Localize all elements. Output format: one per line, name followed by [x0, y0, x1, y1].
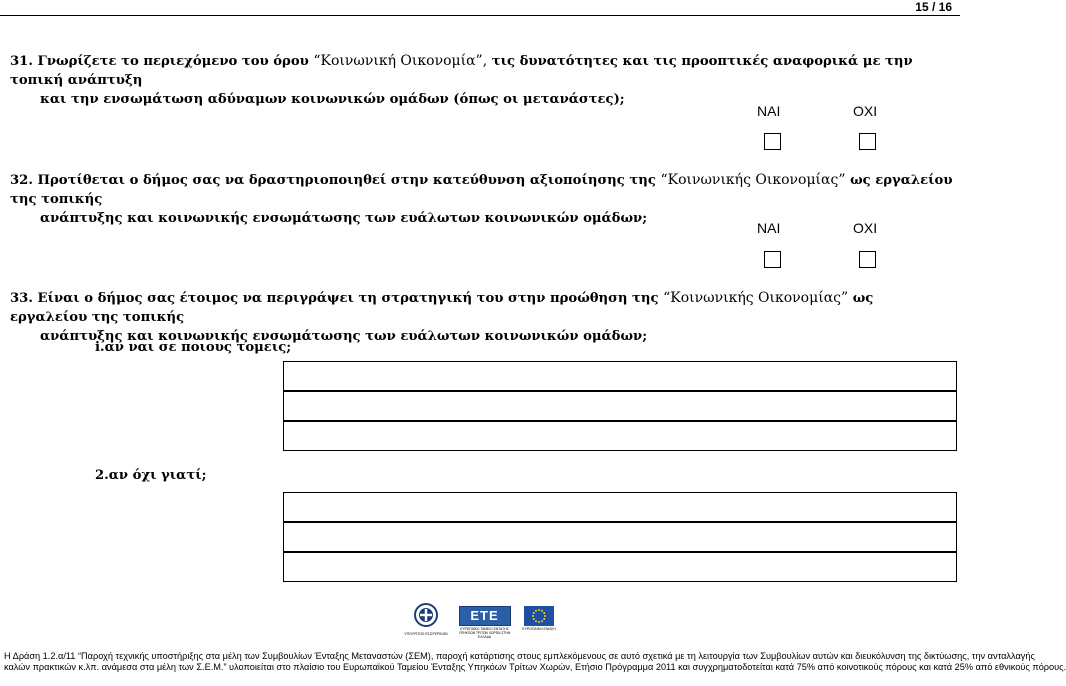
eu-flag-icon	[524, 606, 554, 626]
question-31	[10, 52, 955, 109]
answer-field-2-2[interactable]	[283, 522, 957, 552]
question-32-term: “Κοινωνικής Οικονομίας”	[660, 172, 846, 188]
ministry-caption: ΥΠΟΥΡΓΕΙΟ ΕΣΩΤΕΡΙΚΩΝ	[404, 632, 448, 636]
question-31-text-a: Γνωρίζετε το περιεχόμενο του όρου	[37, 54, 309, 69]
q32-no-checkbox[interactable]	[859, 251, 876, 268]
ete-logo-mark: ΕΤΕ	[459, 606, 511, 626]
q31-yes-label: ΝΑΙ	[757, 103, 781, 119]
eu-logo	[522, 606, 556, 631]
greek-emblem-icon	[400, 602, 452, 628]
ministry-interior-logo	[400, 602, 452, 636]
q31-yes-checkbox[interactable]	[764, 133, 781, 150]
sub-question-i: i.αν ναι σε ποιους τομεις;	[95, 340, 292, 355]
q32-yes-label: ΝΑΙ	[757, 220, 781, 236]
question-33-term: “Κοινωνικής Οικονομίας”	[663, 290, 849, 306]
question-32-number: 32.	[10, 173, 33, 188]
question-33	[10, 289, 955, 346]
answer-field-i-2[interactable]	[283, 391, 957, 421]
integration-fund-logo	[457, 606, 512, 639]
answer-field-2-1[interactable]	[283, 492, 957, 522]
header-rule	[0, 15, 960, 16]
question-32-text-a: Προτίθεται ο δήμος σας να δραστηριοποιηθεί στην κατεύθυνση αξιοποίησης της	[37, 173, 656, 188]
answer-field-2-3[interactable]	[283, 552, 957, 582]
question-31-line2: και την ενσωμάτωση αδύναμων κοινωνικών ομάδων (όπως οι μετανάστες);	[40, 92, 625, 107]
q31-no-label: ΟΧΙ	[853, 103, 878, 119]
question-33-text-b: ως εργαλείου της τοπικής	[10, 291, 874, 325]
question-32-text-b: ως εργαλείου της τοπικής	[10, 173, 953, 207]
answer-field-i-1[interactable]	[283, 361, 957, 391]
q32-yes-checkbox[interactable]	[764, 251, 781, 268]
question-33-line2: ανάπτυξης και κοινωνικής ενσωμάτωσης των ευάλωτων κοινωνικών ομάδων;	[40, 329, 648, 344]
question-33-text-a: Είναι ο δήμος σας έτοιμος να περιγράψει τη στρατηγική του στην προώθηση της	[37, 291, 659, 306]
ete-caption: ΕΥΡΩΠΑΪΚΟ ΤΑΜΕΙΟ ΕΝΤΑΞΗΣ ΥΠΗΚΟΩΝ ΤΡΙΤΩΝ ΧΩΡΩΝ ΣΤΗΝ ΕΛΛΑΔΑ	[458, 627, 511, 639]
question-32-line2: ανάπτυξης και κοινωνικής ενσωμάτωσης των ευάλωτων κοινωνικών ομάδων;	[40, 211, 648, 226]
question-32	[10, 171, 955, 228]
question-31-number: 31.	[10, 54, 33, 69]
question-33-number: 33.	[10, 291, 33, 306]
footer-line-2: καλών πρακτικών κ.λπ. ανάμεσα στα μέλη των Σ.Ε.Μ.” υλοποιείται στο πλαίσιο του Ευρωπαϊκού Ταμείου Ένταξης Υπηκόων Τρίτων Χωρών, Ετήσιο Πρόγραμμα 2011 και συγχρηματοδοτείται κατά 75% από κοινοτικούς πόρους και κατά 25% από εθνικούς πόρους.	[4, 662, 1066, 672]
eu-caption: ΕΥΡΩΠΑΪΚΗ ΕΝΩΣΗ	[522, 627, 556, 631]
footer-note	[4, 651, 1066, 673]
q31-no-checkbox[interactable]	[859, 133, 876, 150]
question-31-term: “Κοινωνική Οικονομία”,	[313, 53, 488, 69]
question-31-text-b: τις δυνατότητες και τις προοπτικές αναφορικά με την τοπική ανάπτυξη	[10, 54, 913, 88]
answer-field-i-3[interactable]	[283, 421, 957, 451]
sub-question-2: 2.αν όχι γιατί;	[95, 468, 207, 483]
page-number: 15 / 16	[915, 0, 952, 14]
footer-line-1: Η Δράση 1.2.α/11 “Παροχή τεχνικής υποστήριξης στα μέλη των Συμβουλίων Ένταξης Μεταναστών (ΣΕΜ), παροχή κατάρτισης στους εμπλεκόμενους σε αυτό σχετικά με τη λειτουργία των Συμβουλίων αυτών και διευκόλυνση της δικτύωσης, την ανταλλαγής	[4, 651, 1035, 661]
q32-no-label: ΟΧΙ	[853, 220, 878, 236]
